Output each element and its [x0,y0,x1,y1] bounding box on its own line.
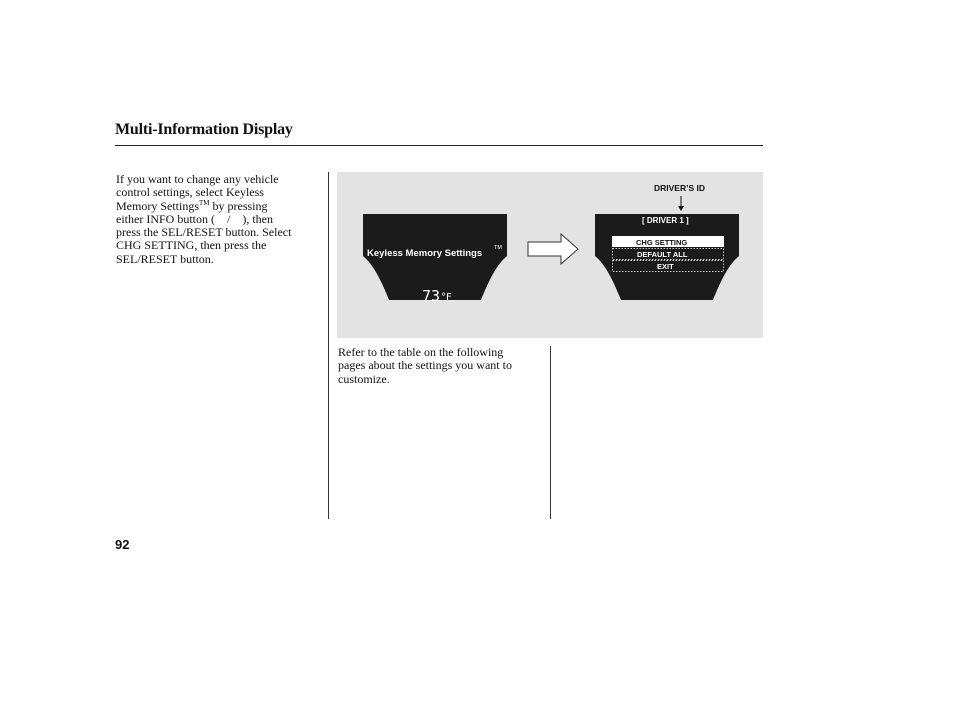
display-diagram [337,172,763,338]
temperature-value: 73 [422,287,441,305]
title-rule [115,145,763,146]
column-divider [550,346,551,519]
text-line: customize. [338,371,390,386]
menu-item-default-all: DEFAULT ALL [637,250,688,259]
text-line [116,213,322,226]
text-fragment: ), then [242,211,273,226]
text-fragment: either INFO button ( [116,211,215,226]
right-column-text [338,346,544,386]
screen-keyless-tm: TM [494,245,502,251]
menu-item-chg-setting: CHG SETTING [636,238,688,247]
trademark-mark: TM [199,198,210,207]
driver-id-header: [ DRIVER 1 ] [642,216,689,225]
screen-keyless-text: Keyless Memory Settings [367,248,483,259]
temperature-unit: °F [441,292,452,303]
column-divider [328,172,329,519]
display-illustration [337,172,763,338]
text-line [116,200,322,213]
page-number: 92 [115,537,130,552]
text-line: SEL/RESET button. [116,251,214,266]
text-line: press the SEL/RESET button. Select [116,225,292,240]
menu-item-exit: EXIT [657,262,674,271]
right-arrow-icon [528,234,578,264]
text-fragment: Memory Settings [116,198,199,213]
text-line: CHG SETTING, then press the [116,238,267,253]
text-line: pages about the settings you want to [338,358,512,373]
text-line: control settings, select Keyless [116,185,264,200]
text-line: If you want to change any vehicle [116,172,279,186]
text-line: Refer to the table on the following [338,345,504,359]
text-fragment: / [226,211,231,226]
left-column-text [116,173,322,266]
callout-label: DRIVER’S ID [654,183,706,193]
page-title: Multi-Information Display [115,121,293,138]
callout-arrow-icon [678,196,684,211]
text-fragment: by pressing [209,198,268,213]
